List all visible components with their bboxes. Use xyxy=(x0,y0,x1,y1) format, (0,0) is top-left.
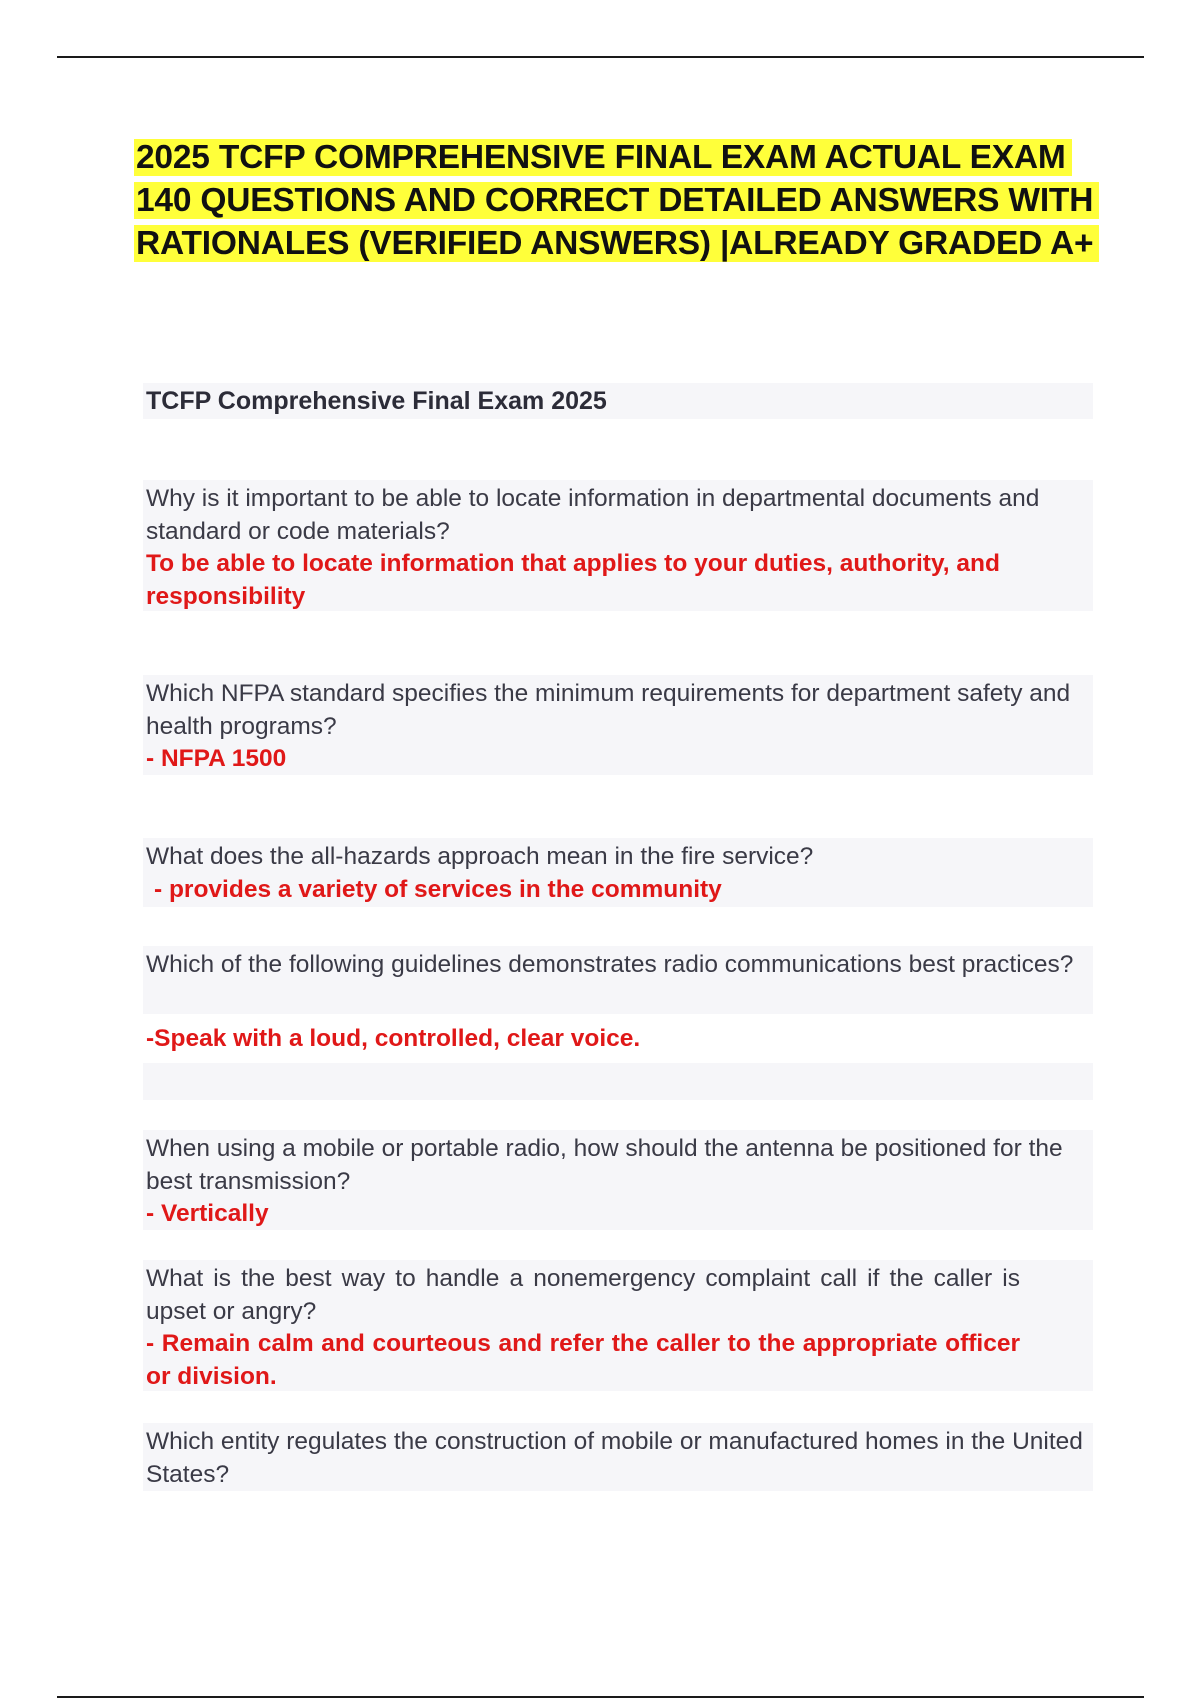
qa-item-7 xyxy=(146,1426,1106,1491)
bottom-rule xyxy=(57,1696,1144,1698)
answer-text: - NFPA 1500 xyxy=(146,745,287,772)
qa-item-2 xyxy=(146,678,1106,776)
question-text: Which of the following guidelines demonstrates radio communications best practices? xyxy=(146,951,1074,978)
document-title xyxy=(134,136,1124,265)
qa-band-4-answer xyxy=(143,1063,1093,1100)
question-text: Which NFPA standard specifies the minimum requirements for department safety and health programs? xyxy=(146,680,1071,740)
question-text: What is the best way to handle a nonemergency complaint call if the caller is upset or angry? xyxy=(146,1265,1020,1325)
answer-text: To be able to locate information that applies to your duties, authority, and responsibility xyxy=(146,550,1000,610)
answer-text: -Speak with a loud, controlled, clear voice. xyxy=(146,1024,641,1052)
top-rule xyxy=(57,56,1144,58)
question-text: Which entity regulates the construction of mobile or manufactured homes in the United States? xyxy=(146,1428,1083,1488)
exam-subtitle: TCFP Comprehensive Final Exam 2025 xyxy=(146,387,607,415)
answer-text: - provides a variety of services in the community xyxy=(154,875,722,903)
qa-item-5 xyxy=(146,1133,1106,1231)
question-text: What does the all-hazards approach mean in the fire service? xyxy=(146,843,814,870)
qa-item-1 xyxy=(146,483,1106,613)
answer-text: - Remain calm and courteous and refer the caller to the appropriate officer or division. xyxy=(146,1330,1020,1390)
qa-item-3 xyxy=(146,841,1106,906)
qa-item-6 xyxy=(146,1263,1106,1393)
title-highlight: 2025 TCFP COMPREHENSIVE FINAL EXAM ACTUAL EXAM 140 QUESTIONS AND CORRECT DETAILED ANSWERS WITH RATIONALES (VERIFIED ANSWERS) |ALREADY GRADED A+ xyxy=(134,139,1099,262)
question-text: When using a mobile or portable radio, how should the antenna be positioned for the best transmission? xyxy=(146,1135,1063,1195)
answer-text: - Vertically xyxy=(146,1200,269,1227)
question-text: Why is it important to be able to locate information in departmental documents and standard or code materials? xyxy=(146,485,1040,545)
qa-item-4 xyxy=(146,949,1106,1055)
